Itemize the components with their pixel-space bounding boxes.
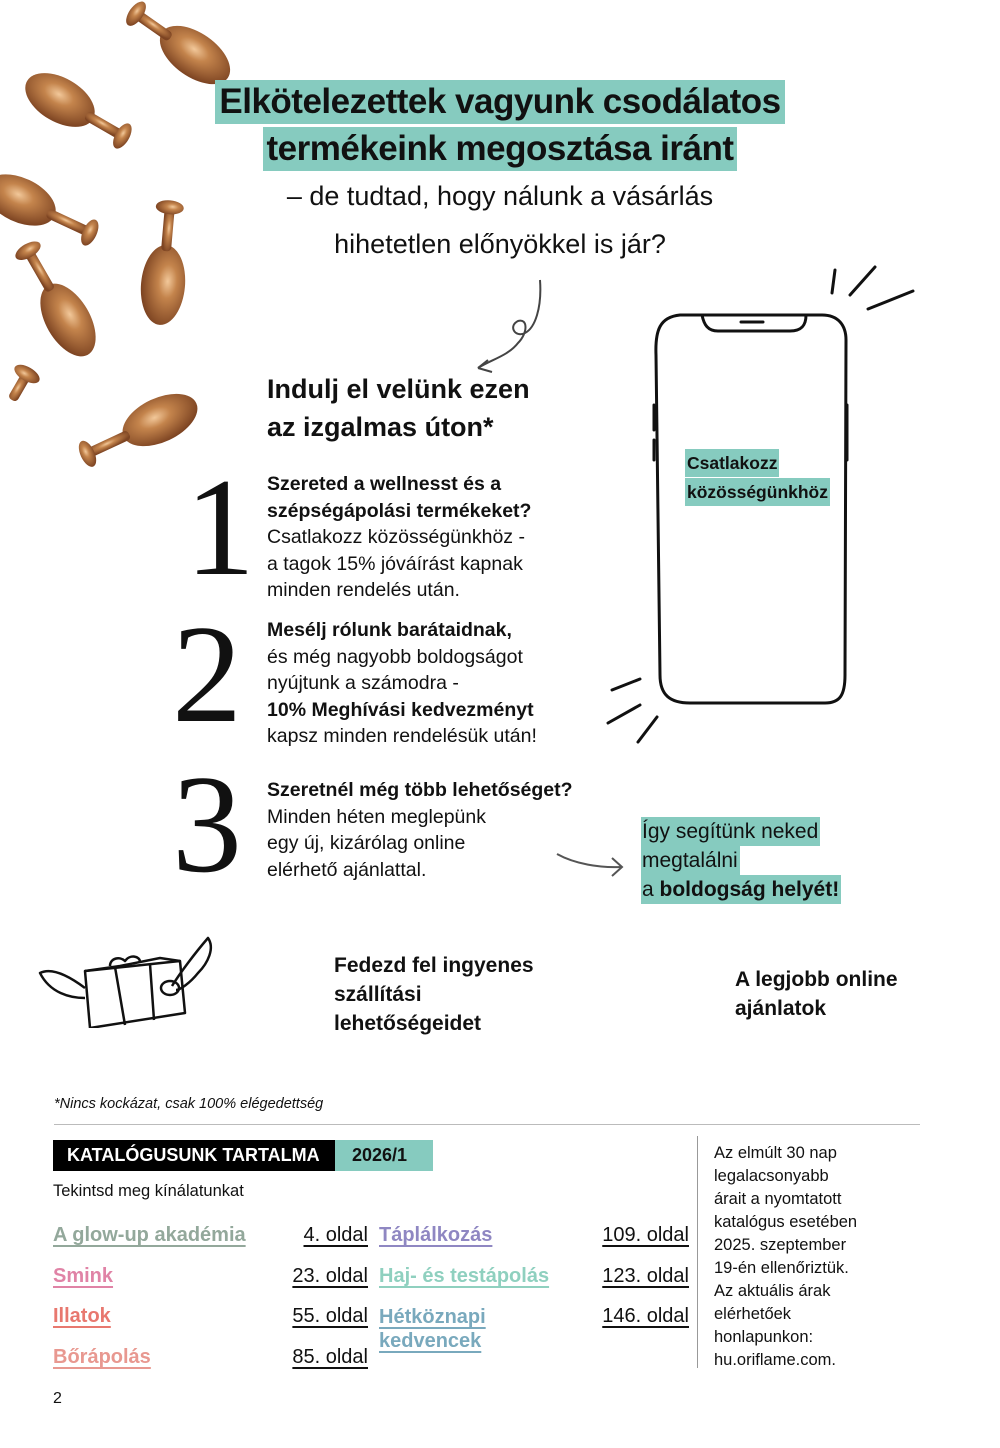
toc-link-glow-up[interactable]: A glow-up akadémia [53,1224,246,1246]
curly-arrow-icon [470,278,550,378]
price-note-line: katalógus esetében [714,1213,858,1231]
price-note-line: 2025. szeptember [714,1236,847,1254]
step-3-bold-1: Szeretnél még több lehetőséget? [267,779,573,801]
offers-line-2: ajánlatok [735,997,827,1020]
step-1-bold-2: szépségápolási termékeket? [267,499,532,522]
toc-link-hetkoznapi-line-2: kedvencek [379,1330,482,1352]
price-note-line: Az aktuális árak [714,1282,831,1300]
toc-link-borapolas[interactable]: Bőrápolás [53,1346,151,1368]
step-1-line-3: minden rendelés után. [267,579,460,601]
callout-line-1: Így segítünk neked [641,817,820,846]
callout-line-3-bold: boldogság helyét! [659,878,840,901]
step-2-line-1: és még nagyobb boldogságot [267,645,523,668]
subtitle-line-2: hihetetlen előnyökkel is jár? [334,229,666,259]
price-note [714,1142,914,1372]
callout-line-2: megtalálni [641,846,740,875]
journey-heading-line-1: Indulj el velünk ezen [267,374,530,404]
toc-page-glow-up[interactable]: 4. oldal [303,1224,368,1246]
toc-link-hetkoznapi-line-1: Hétköznapi [379,1306,486,1328]
journey-heading [267,370,530,446]
step-2-bold-1: Mesélj rólunk barátaidnak, [267,619,512,641]
step-1-line-1: Csatlakozz közösségünkhöz - [267,526,525,548]
step-number-1: 1 [185,450,255,605]
title-line-2: termékeink megosztása iránt [263,127,738,171]
toc-link-hetkoznapi[interactable] [379,1305,486,1353]
price-note-line: hu.oriflame.com. [714,1351,836,1369]
catalog-heading: KATALÓGUSUNK TARTALMA [53,1140,335,1171]
online-offers-feature [735,965,898,1023]
happiness-callout [641,817,841,904]
winged-gift-box-icon [30,928,220,1028]
title-line-1: Elkötelezettek vagyunk csodálatos [215,80,784,124]
toc-link-taplalkozas[interactable]: Táplálkozás [379,1224,493,1246]
price-note-line: honlapunkon: [714,1328,814,1346]
step-3-text [267,777,573,883]
callout-line-3-prefix: a [642,878,660,901]
toc-page-taplalkozas[interactable]: 109. oldal [602,1224,689,1246]
step-2-bold-2: 10% Meghívási kedvezményt [267,698,534,721]
offers-line-1: A legjobb online [735,968,898,991]
step-2-text [267,617,537,750]
right-arrow-icon [555,848,630,883]
page-title [0,80,1000,171]
step-3-line-3: elérhető ajánlattal. [267,858,427,881]
toc-page-illatok[interactable]: 55. oldal [292,1305,368,1327]
step-2-line-2: nyújtunk a számodra - [267,672,459,694]
toc-link-smink[interactable]: Smink [53,1265,114,1287]
step-2-line-3: kapsz minden rendelésük után! [267,725,537,747]
shipping-line-2: szállítási [334,983,422,1006]
free-shipping-feature [334,951,534,1038]
step-3-line-1: Minden héten meglepünk [267,805,486,828]
step-1-bold-1: Szereted a wellnesst és a [267,473,502,495]
step-number-3: 3 [172,747,242,902]
toc-page-haj-testapolas[interactable]: 123. oldal [602,1265,689,1287]
footnote: *Nincs kockázat, csak 100% elégedettség [54,1096,324,1112]
step-1-line-2: a tagok 15% jóváírást kapnak [267,552,523,575]
toc-page-hetkoznapi[interactable]: 146. oldal [602,1305,689,1327]
step-3-line-2: egy új, kizárólag online [267,832,466,854]
price-note-line: legalacsonyabb [714,1167,829,1185]
vertical-divider [697,1136,698,1368]
catalog-header [53,1140,433,1171]
divider [54,1124,920,1125]
phone-label-line-1: Csatlakozz [685,449,779,477]
toc-page-smink[interactable]: 23. oldal [292,1265,368,1287]
toc-link-illatok[interactable]: Illatok [53,1305,111,1327]
journey-heading-line-2: az izgalmas úton* [267,412,494,442]
shipping-line-1: Fedezd fel ingyenes [334,954,534,977]
phone-join-label [685,449,830,506]
catalog-issue: 2026/1 [335,1140,433,1171]
step-1-text [267,471,531,604]
price-note-line: árait a nyomtatott [714,1190,842,1208]
price-note-line: elérhetőek [714,1305,792,1323]
price-note-line: Az elmúlt 30 nap [714,1144,837,1162]
catalog-intro: Tekintsd meg kínálatunkat [53,1182,244,1200]
phone-label-line-2: közösségünkhöz [685,478,830,506]
subtitle-line-1: – de tudtad, hogy nálunk a vásárlás [286,181,714,211]
toc-page-borapolas[interactable]: 85. oldal [292,1346,368,1368]
toc-link-haj-testapolas[interactable]: Haj- és testápolás [379,1265,550,1287]
shipping-line-3: lehetőségeidet [334,1012,482,1035]
page-number: 2 [53,1390,62,1407]
step-number-2: 2 [172,597,242,752]
price-note-line: 19-én ellenőriztük. [714,1259,849,1277]
